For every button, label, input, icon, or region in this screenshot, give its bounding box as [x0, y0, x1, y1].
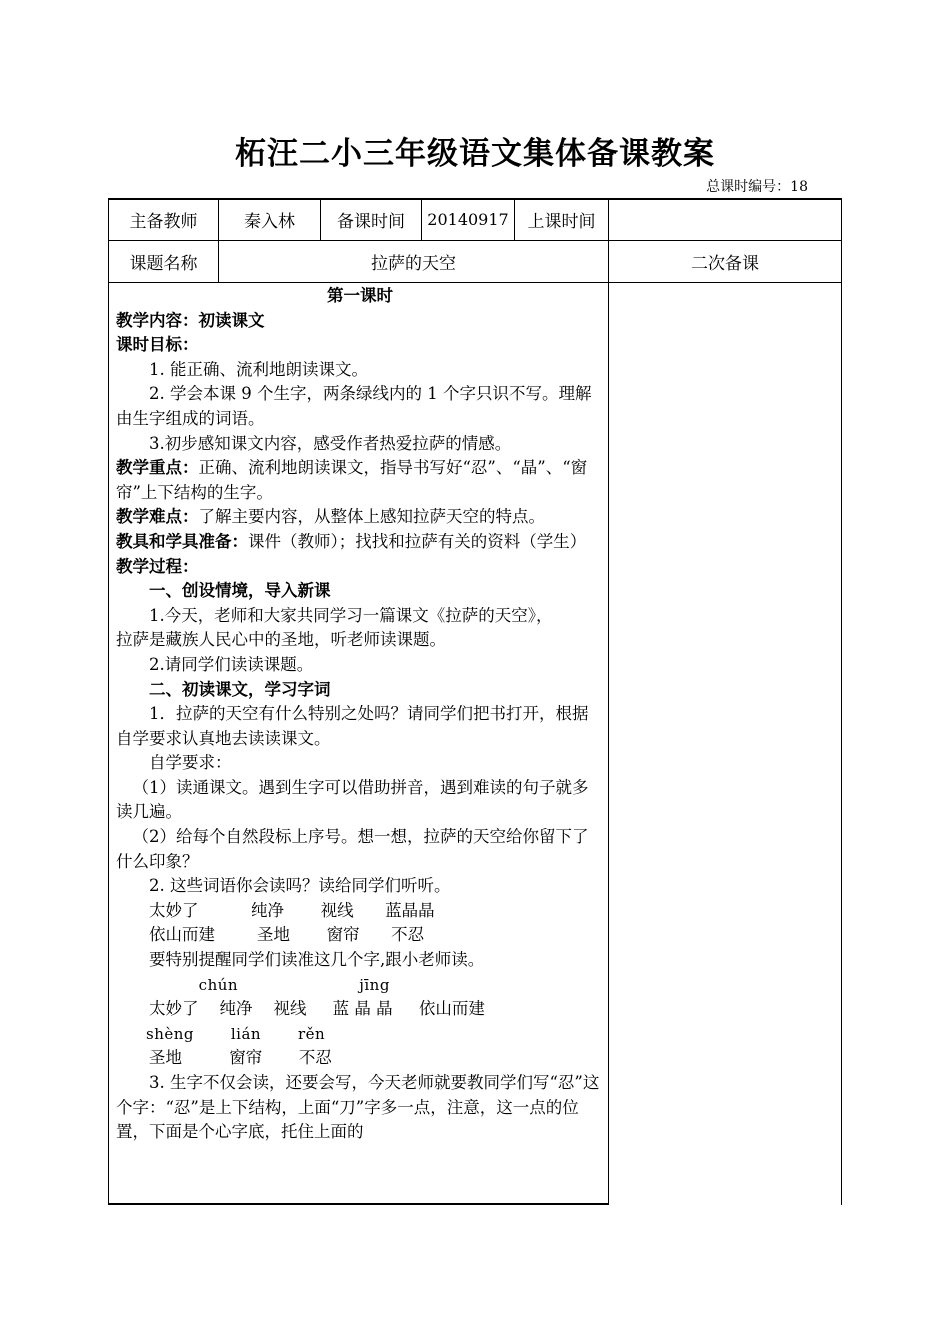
difficulty-text: 了解主要内容，从整体上感知拉萨天空的特点。 — [198, 507, 545, 527]
topic-value: 拉萨的天空 — [371, 254, 456, 274]
paragraph: 1．拉萨的天空有什么特别之处吗？请同学们把书打开，根据自学要求认真地去读读课文。 — [116, 704, 589, 748]
key-points-label: 教学重点： — [116, 458, 199, 478]
class-time-label: 上课时间 — [527, 212, 596, 232]
lead-teacher-value: 秦入林 — [244, 212, 295, 232]
key-points-text: 正确、流利地朗读课文，指导书写好“忍”、“晶”、“窗帘”上下结构的生字。 — [116, 458, 588, 502]
class-time-value — [609, 199, 841, 240]
word-list: 太妙了 纯净 视线 蓝晶晶 — [149, 900, 435, 920]
paragraph: 1.今天，老师和大家共同学习一篇课文《拉萨的天空》， — [149, 605, 553, 625]
prep-time-value: 20140917 — [427, 210, 509, 229]
lesson-content — [116, 284, 604, 1204]
page-title: 柘汪二小三年级语文集体备课教案 — [235, 136, 715, 172]
goal-item: 1. 能正确、流利地朗读课文。 — [149, 359, 368, 379]
difficulty-label: 教学难点： — [116, 507, 199, 527]
paragraph: 2. 这些词语你会读吗？读给同学们听听。 — [149, 876, 451, 896]
word-list: 圣地 窗帘 不忍 — [149, 1048, 332, 1068]
goal-item: 2. 学会本课 9 个生字，两条绿线内的 1 个字只识不写。理解由生字组成的词语。 — [116, 384, 592, 428]
word-list: 太妙了 纯净 视线 蓝 晶 晶 依山而建 — [149, 999, 485, 1019]
word-list: 依山而建 圣地 窗帘 不忍 — [149, 925, 425, 945]
tools — [116, 530, 604, 555]
paragraph: 2.请同学们读读课题。 — [149, 654, 314, 674]
requirement-item: （2）给每个自然段标上序号。想一想，拉萨的天空给你留下了什么印象？ — [116, 827, 589, 871]
goal-item: 3.初步感知课文内容，感受作者热爱拉萨的情感。 — [149, 433, 512, 453]
tools-label: 教具和学具准备： — [116, 531, 248, 551]
pinyin-line: shèng lián rěn — [146, 1024, 326, 1043]
tools-text: 课件（教师）；找找和拉萨有关的资料（学生） — [248, 531, 587, 551]
requirement-item: （1）读通课文。遇到生字可以借助拼音，遇到难读的句子就多读几遍。 — [116, 777, 589, 822]
section-heading: 一、创设情境，导入新课 — [149, 581, 331, 601]
section-heading: 二、初读课文，学习字词 — [149, 679, 331, 699]
lesson-period: 第一课时 — [327, 286, 393, 305]
teaching-content: 教学内容：初读课文 — [116, 310, 265, 330]
requirements-label: 自学要求： — [149, 753, 232, 773]
difficulty — [116, 505, 604, 530]
paragraph: 要特别提醒同学们读准这几个字,跟小老师读。 — [149, 950, 485, 970]
paragraph: 拉萨是藏族人民心中的圣地，听老师读课题。 — [116, 630, 446, 650]
prep-time-label: 备课时间 — [337, 212, 405, 232]
pinyin-line: chún jīng — [146, 975, 390, 994]
key-points — [116, 456, 604, 505]
paragraph: 3. 生字不仅会读，还要会写，今天老师就要教同学们写“忍”这个字：“忍”是上下结构，上面“刀”字多一点，注意，这一点的位置，下面是个心字底，托住上面的 — [116, 1073, 600, 1142]
lead-teacher-label: 主备教师 — [129, 212, 198, 232]
goals-label: 课时目标： — [116, 335, 199, 355]
second-prep-label: 二次备课 — [691, 254, 759, 274]
lesson-serial-number: 总课时编号：18 — [706, 179, 808, 195]
topic-label: 课题名称 — [129, 254, 198, 274]
process-label: 教学过程： — [116, 556, 199, 576]
